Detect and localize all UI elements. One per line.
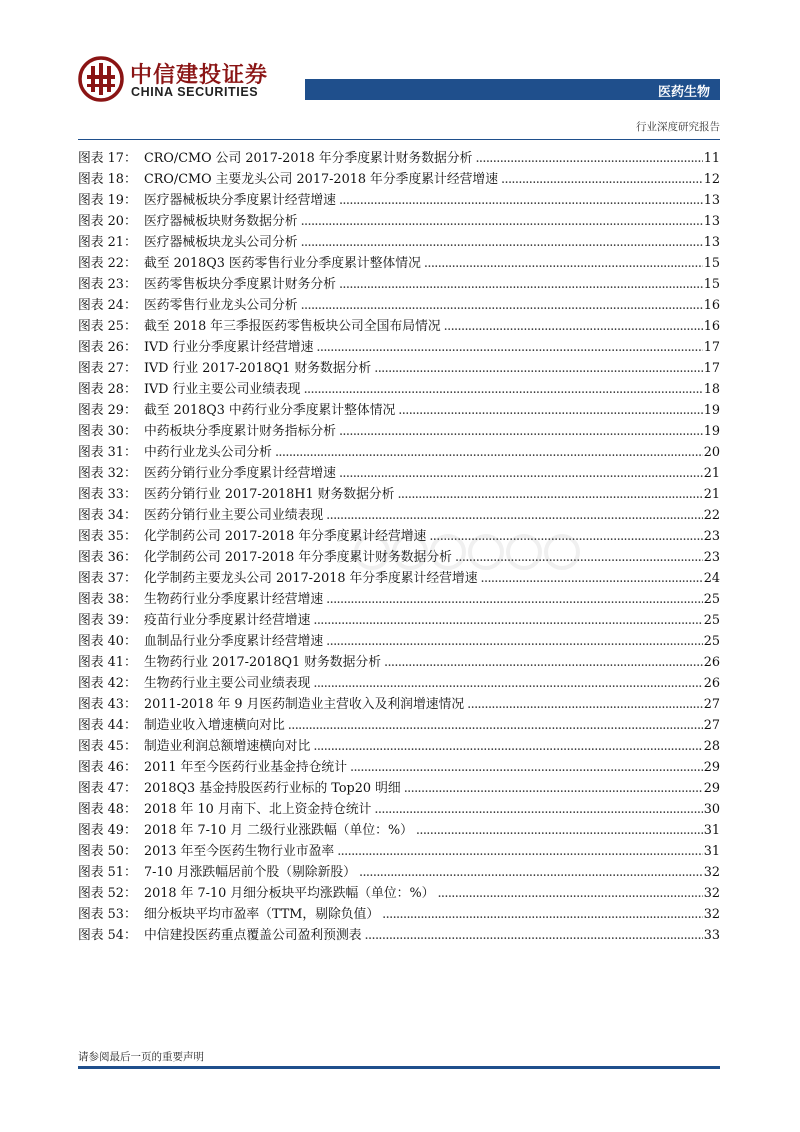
toc-entry-title: 截至 2018Q3 中药行业分季度累计整体情况: [144, 403, 396, 418]
toc-entry-label: 图表 49：: [78, 823, 137, 838]
toc-entry-title: 细分板块平均市盈率（TTM，剔除负值）: [144, 907, 380, 922]
toc-entry[interactable]: [78, 358, 720, 379]
toc-entry-title: 2018 年 10 月南下、北上资金持仓统计: [144, 802, 372, 817]
toc-entry-label: 图表 35：: [78, 529, 137, 544]
toc-leader-dots: [382, 904, 703, 925]
toc-entry[interactable]: [78, 547, 720, 568]
toc-leader-dots: [424, 253, 703, 274]
toc-entry-title: 制造业利润总额增速横向对比: [144, 739, 311, 754]
toc-leader-dots: [350, 757, 703, 778]
toc-entry-page: 16: [703, 298, 720, 313]
toc-entry-page: 33: [703, 928, 720, 943]
toc-entry-label: 图表 45：: [78, 739, 137, 754]
toc-entry-page: 27: [703, 697, 720, 712]
toc-entry-label: 图表 21：: [78, 235, 137, 250]
toc-entry[interactable]: [78, 505, 720, 526]
toc-entry-label: 图表 17：: [78, 151, 137, 166]
toc-entry-label: 图表 32：: [78, 466, 137, 481]
toc-entry-page: 21: [703, 487, 720, 502]
toc-entry-title: 中药行业龙头公司分析: [144, 445, 272, 460]
toc-entry-page: 31: [703, 844, 720, 859]
toc-entry[interactable]: [78, 211, 720, 232]
toc-entry-page: 16: [703, 319, 720, 334]
toc-entry-page: 23: [703, 550, 720, 565]
toc-entry-label: 图表 54：: [78, 928, 137, 943]
toc-entry-page: 31: [703, 823, 720, 838]
toc-entry[interactable]: [78, 778, 720, 799]
toc-entry-title: IVD 行业 2017-2018Q1 财务数据分析: [144, 361, 372, 376]
toc-entry-title: 2018Q3 基金持股医药行业标的 Top20 明细: [144, 781, 401, 796]
toc-entry[interactable]: [78, 736, 720, 757]
toc-entry-page: 13: [703, 193, 720, 208]
toc-entry-title: 截至 2018Q3 医药零售行业分季度累计整体情况: [144, 256, 421, 271]
toc-entry[interactable]: [78, 589, 720, 610]
toc-entry-title: CRO/CMO 公司 2017-2018 年分季度累计财务数据分析: [144, 151, 473, 166]
toc-entry[interactable]: [78, 232, 720, 253]
toc-entry-page: 25: [703, 613, 720, 628]
toc-entry-title: 医疗器械板块分季度累计经营增速: [144, 193, 336, 208]
toc-entry-title: 截至 2018 年三季报医药零售板块公司全国布局情况: [144, 319, 441, 334]
toc-entry[interactable]: [78, 862, 720, 883]
toc-leader-dots: [481, 568, 703, 589]
toc-entry-title: 医药零售行业龙头公司分析: [144, 298, 298, 313]
toc-entry[interactable]: [78, 925, 720, 946]
toc-leader-dots: [359, 862, 703, 883]
toc-entry-page: 19: [703, 403, 720, 418]
toc-leader-dots: [455, 547, 703, 568]
toc-entry-page: 13: [703, 214, 720, 229]
toc-entry-label: 图表 31：: [78, 445, 137, 460]
toc-entry[interactable]: [78, 442, 720, 463]
toc-entry-page: 15: [703, 277, 720, 292]
toc-entry-page: 20: [703, 445, 720, 460]
header-divider: [78, 139, 720, 140]
toc-leader-dots: [374, 799, 702, 820]
toc-entry[interactable]: [78, 148, 720, 169]
toc-entry[interactable]: [78, 463, 720, 484]
figure-list: [78, 148, 720, 946]
toc-entry[interactable]: [78, 652, 720, 673]
toc-leader-dots: [275, 442, 703, 463]
toc-entry-label: 图表 40：: [78, 634, 137, 649]
toc-leader-dots: [437, 883, 702, 904]
toc-entry[interactable]: [78, 400, 720, 421]
toc-leader-dots: [304, 379, 703, 400]
toc-entry-label: 图表 34：: [78, 508, 137, 523]
toc-entry-label: 图表 52：: [78, 886, 137, 901]
toc-entry-title: 制造业收入增速横向对比: [144, 718, 285, 733]
toc-entry-page: 22: [703, 508, 720, 523]
toc-entry[interactable]: [78, 841, 720, 862]
toc-leader-dots: [444, 316, 703, 337]
toc-entry[interactable]: [78, 715, 720, 736]
toc-entry[interactable]: [78, 799, 720, 820]
toc-entry[interactable]: [78, 631, 720, 652]
toc-entry[interactable]: [78, 673, 720, 694]
toc-entry[interactable]: [78, 484, 720, 505]
toc-entry-label: 图表 33：: [78, 487, 137, 502]
toc-entry-title: 中信建投医药重点覆盖公司盈利预测表: [144, 928, 362, 943]
china-securities-logo-icon: [78, 56, 124, 102]
toc-entry-page: 17: [703, 340, 720, 355]
toc-entry[interactable]: [78, 253, 720, 274]
toc-leader-dots: [365, 925, 703, 946]
toc-entry-title: 血制品行业分季度累计经营增速: [144, 634, 324, 649]
toc-entry-page: 25: [703, 634, 720, 649]
toc-leader-dots: [416, 820, 703, 841]
report-type: 行业深度研究报告: [636, 121, 720, 133]
sector-label: 医药生物: [657, 85, 710, 100]
toc-entry-page: 25: [703, 592, 720, 607]
toc-entry-page: 12: [703, 172, 720, 187]
toc-entry[interactable]: [78, 568, 720, 589]
toc-entry-label: 图表 41：: [78, 655, 137, 670]
toc-entry-label: 图表 50：: [78, 844, 137, 859]
toc-entry[interactable]: [78, 610, 720, 631]
toc-entry-title: 疫苗行业分季度累计经营增速: [144, 613, 311, 628]
footer-divider: [78, 1066, 720, 1069]
toc-entry-label: 图表 26：: [78, 340, 137, 355]
toc-entry-page: 11: [703, 151, 720, 166]
toc-entry[interactable]: [78, 694, 720, 715]
toc-entry-page: 19: [703, 424, 720, 439]
toc-leader-dots: [301, 211, 703, 232]
toc-entry-title: 化学制药公司 2017-2018 年分季度累计财务数据分析: [144, 550, 452, 565]
toc-leader-dots: [337, 841, 703, 862]
toc-entry-label: 图表 42：: [78, 676, 137, 691]
toc-entry-label: 图表 28：: [78, 382, 137, 397]
sector-banner: [305, 79, 720, 100]
toc-leader-dots: [374, 358, 702, 379]
toc-entry-title: 医药分销行业 2017-2018H1 财务数据分析: [144, 487, 395, 502]
company-name-en: CHINA SECURITIES: [131, 85, 259, 99]
toc-entry-title: 2013 年至今医药生物行业市盈率: [144, 844, 335, 859]
toc-entry[interactable]: [78, 904, 720, 925]
toc-entry-label: 图表 25：: [78, 319, 137, 334]
toc-entry-title: 医疗器械板块财务数据分析: [144, 214, 298, 229]
toc-entry-title: 医药分销行业分季度累计经营增速: [144, 466, 336, 481]
toc-entry[interactable]: [78, 421, 720, 442]
toc-entry-label: 图表 47：: [78, 781, 137, 796]
footer-disclaimer: 请参阅最后一页的重要声明: [78, 1051, 204, 1063]
company-name-cn: 中信建投证券: [130, 63, 269, 88]
toc-leader-dots: [326, 631, 703, 652]
toc-entry-page: 29: [703, 760, 720, 775]
toc-leader-dots: [475, 148, 702, 169]
toc-entry-label: 图表 51：: [78, 865, 137, 880]
toc-entry-label: 图表 36：: [78, 550, 137, 565]
toc-entry-label: 图表 23：: [78, 277, 137, 292]
toc-leader-dots: [384, 652, 703, 673]
toc-entry[interactable]: [78, 883, 720, 904]
toc-entry-label: 图表 27：: [78, 361, 137, 376]
toc-leader-dots: [339, 463, 703, 484]
toc-entry-page: 32: [703, 865, 720, 880]
toc-entry-label: 图表 43：: [78, 697, 137, 712]
toc-leader-dots: [301, 295, 703, 316]
toc-entry-page: 27: [703, 718, 720, 733]
toc-entry-label: 图表 38：: [78, 592, 137, 607]
toc-leader-dots: [429, 526, 702, 547]
toc-entry[interactable]: [78, 337, 720, 358]
toc-entry-title: 2011 年至今医药行业基金持仓统计: [144, 760, 347, 775]
toc-entry-label: 图表 18：: [78, 172, 137, 187]
toc-entry[interactable]: [78, 757, 720, 778]
toc-entry-page: 28: [703, 739, 720, 754]
toc-entry-label: 图表 22：: [78, 256, 137, 271]
toc-leader-dots: [339, 274, 703, 295]
toc-entry-page: 23: [703, 529, 720, 544]
toc-entry-page: 26: [703, 655, 720, 670]
toc-entry-page: 13: [703, 235, 720, 250]
toc-entry[interactable]: [78, 295, 720, 316]
toc-leader-dots: [467, 694, 703, 715]
toc-entry[interactable]: [78, 316, 720, 337]
toc-entry-title: 2018 年 7-10 月细分板块平均涨跌幅（单位：%）: [144, 886, 435, 901]
toc-entry-title: IVD 行业主要公司业绩表现: [144, 382, 301, 397]
toc-entry-label: 图表 29：: [78, 403, 137, 418]
toc-entry-title: 生物药行业分季度累计经营增速: [144, 592, 324, 607]
toc-entry-page: 17: [703, 361, 720, 376]
toc-entry-title: 生物药行业主要公司业绩表现: [144, 676, 311, 691]
toc-entry-label: 图表 37：: [78, 571, 137, 586]
toc-entry-label: 图表 48：: [78, 802, 137, 817]
toc-entry-page: 24: [703, 571, 720, 586]
toc-entry-title: 医药分销行业主要公司业绩表现: [144, 508, 324, 523]
toc-entry-title: 化学制药公司 2017-2018 年分季度累计经营增速: [144, 529, 427, 544]
toc-entry-page: 29: [703, 781, 720, 796]
toc-entry-page: 32: [703, 907, 720, 922]
toc-leader-dots: [397, 484, 702, 505]
toc-leader-dots: [316, 337, 702, 358]
toc-leader-dots: [404, 778, 703, 799]
toc-leader-dots: [288, 715, 703, 736]
toc-leader-dots: [313, 673, 702, 694]
toc-entry[interactable]: [78, 526, 720, 547]
toc-entry-title: 生物药行业 2017-2018Q1 财务数据分析: [144, 655, 381, 670]
toc-entry[interactable]: [78, 820, 720, 841]
toc-entry-title: 医药零售板块分季度累计财务分析: [144, 277, 336, 292]
toc-leader-dots: [301, 232, 703, 253]
company-logo: [78, 56, 318, 106]
toc-entry-page: 30: [703, 802, 720, 817]
toc-leader-dots: [326, 505, 703, 526]
toc-leader-dots: [501, 169, 703, 190]
toc-leader-dots: [339, 190, 703, 211]
toc-entry-label: 图表 24：: [78, 298, 137, 313]
toc-leader-dots: [313, 736, 702, 757]
toc-entry-title: 化学制药主要龙头公司 2017-2018 年分季度累计经营增速: [144, 571, 478, 586]
toc-entry-title: 7-10 月涨跌幅居前个股（剔除新股）: [144, 865, 356, 880]
toc-entry-page: 15: [703, 256, 720, 271]
toc-entry-label: 图表 30：: [78, 424, 137, 439]
toc-entry-title: IVD 行业分季度累计经营增速: [144, 340, 314, 355]
toc-entry[interactable]: [78, 379, 720, 400]
toc-entry-title: CRO/CMO 主要龙头公司 2017-2018 年分季度累计经营增速: [144, 172, 499, 187]
toc-entry-label: 图表 39：: [78, 613, 137, 628]
toc-leader-dots: [326, 589, 703, 610]
toc-leader-dots: [398, 400, 702, 421]
toc-entry[interactable]: [78, 169, 720, 190]
toc-entry-label: 图表 53：: [78, 907, 137, 922]
toc-leader-dots: [339, 421, 703, 442]
toc-entry-title: 2011-2018 年 9 月医药制造业主营收入及利润增速情况: [144, 697, 465, 712]
toc-entry-label: 图表 46：: [78, 760, 137, 775]
toc-entry-label: 图表 44：: [78, 718, 137, 733]
toc-entry-page: 26: [703, 676, 720, 691]
toc-leader-dots: [313, 610, 702, 631]
toc-entry-title: 2018 年 7-10 月 二级行业涨跌幅（单位：%）: [144, 823, 413, 838]
toc-entry-page: 21: [703, 466, 720, 481]
toc-entry-page: 32: [703, 886, 720, 901]
toc-entry[interactable]: [78, 274, 720, 295]
toc-entry-title: 医疗器械板块龙头公司分析: [144, 235, 298, 250]
toc-entry[interactable]: [78, 190, 720, 211]
toc-entry-page: 18: [703, 382, 720, 397]
toc-entry-label: 图表 19：: [78, 193, 137, 208]
toc-entry-title: 中药板块分季度累计财务指标分析: [144, 424, 336, 439]
toc-entry-label: 图表 20：: [78, 214, 137, 229]
